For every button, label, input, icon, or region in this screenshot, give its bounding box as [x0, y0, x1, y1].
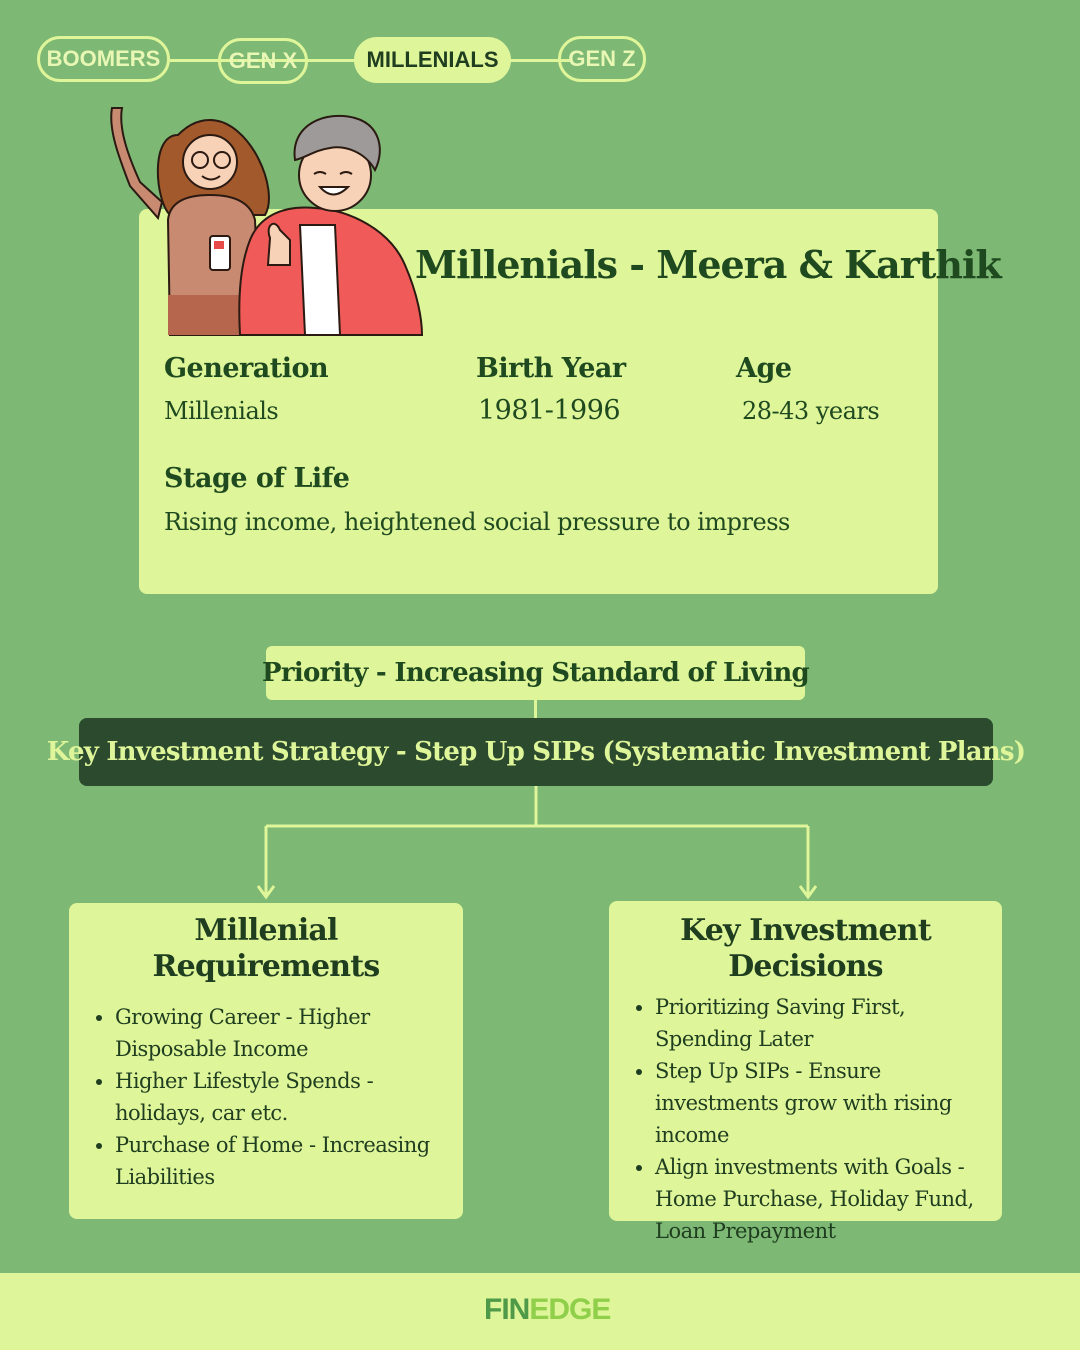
nav-pill-gen-x[interactable]: GEN X [218, 38, 308, 84]
age-value: 28-43 years [742, 397, 880, 425]
stage-of-life-label: Stage of Life [164, 463, 350, 494]
list-item: • Purchase of Home - Increasing Liabilities [115, 1129, 457, 1193]
priority-banner: Priority - Increasing Standard of Living [266, 646, 805, 700]
list-item: • Prioritizing Saving First, Spending Later [655, 991, 996, 1055]
list-item: • Step Up SIPs - Ensure investments grow with rising income [655, 1055, 996, 1151]
birth-year-label: Birth Year [476, 353, 626, 384]
list-item: • Align investments with Goals - Home Purchase, Holiday Fund, Loan Prepayment [655, 1151, 996, 1247]
requirements-list [69, 1001, 463, 1193]
nav-pill-gen-z[interactable]: GEN Z [558, 36, 646, 82]
nav-pill-boomers[interactable]: BOOMERS [37, 36, 170, 82]
logo-fin: FIN [484, 1293, 530, 1326]
decisions-card [609, 901, 1002, 1243]
generation-value: Millenials [164, 397, 279, 425]
profile-title: Millenials - Meera & Karthik [415, 242, 1001, 287]
requirements-title: Millenial Requirements [152, 913, 380, 984]
key-strategy-banner: Key Investment Strategy - Step Up SIPs (Systematic Investment Plans) [79, 718, 993, 786]
finedge-logo[interactable] [484, 1293, 610, 1327]
list-item: • Higher Lifestyle Spends - holidays, car etc. [115, 1065, 457, 1129]
generation-label: Generation [164, 353, 329, 384]
stage-of-life-value: Rising income, heightened social pressure to impress [164, 508, 790, 536]
requirements-card [69, 903, 463, 1219]
birth-year-value: 1981-1996 [478, 395, 621, 426]
logo-edge: EDGE [529, 1293, 611, 1326]
decisions-list [609, 991, 1002, 1247]
decisions-title: Key Investment Decisions [680, 913, 931, 984]
list-item: • Growing Career - Higher Disposable Income [115, 1001, 457, 1065]
nav-pill-millenials[interactable]: MILLENIALS [354, 37, 511, 83]
age-label: Age [736, 353, 792, 384]
